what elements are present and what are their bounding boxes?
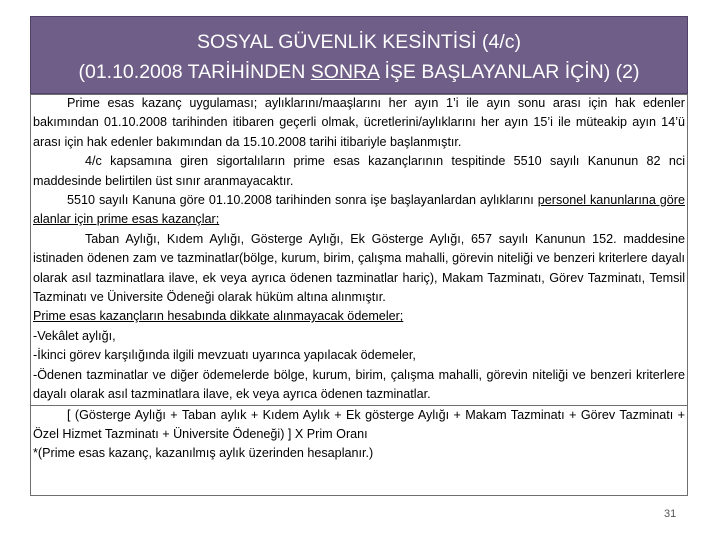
slide-title-line2 [31, 61, 687, 84]
excluded-item: -Vekâlet aylığı, [33, 328, 116, 343]
excluded-item: -İkinci görev karşılığında ilgili mevzuatı uyarınca yapılacak ödemeler, [33, 348, 416, 363]
paragraph-prime-basis: Prime esas kazanç uygulaması; aylıklarını/maaşlarını her ayın 1’i ile ayın sonu arası için hak edenler bakımından 01.10.2008 tarihinden itibaren geçerli olmak, ücretlerini/aylıklarını her ayın 15’i ile müteakip ayın 14’ü arası için hak edenler bakımından da 15.10.2008 tarihi itibariyle başlanmıştır. [33, 96, 685, 149]
personnel-laws-text: 5510 sayılı Kanuna göre 01.10.2008 tarihinden sonra işe başlayanlardan aylıklarını [67, 193, 538, 208]
footnote: *(Prime esas kazanç, kazanılmış aylık üzerinden hesaplanır.) [33, 446, 374, 461]
personnel-laws-underlined: personel kanunlarına göre alanlar için prime esas kazançlar; [33, 193, 685, 227]
paragraph-upper-limit: 4/c kapsamına giren sigortalıların prime esas kazançlarının tespitinde 5510 sayılı Kanunun 82 nci maddesinde belirtilen üst sınır aranmayacaktır. [33, 154, 685, 188]
title-line2-before: (01.10.2008 TARİHİNDEN [78, 61, 311, 83]
slide-title-line1: SOSYAL GÜVENLİK KESİNTİSİ (4/c) [196, 31, 521, 53]
excluded-item: -Ödenen tazminatlar ve diğer ödemelerde bölge, kurum, birim, çalışma mahalli, görevin niteliği ve benzeri kriterlere dayalı olarak asıl tazminatlara ilave, ek veya ayrıca ödenen tazminatlar. [33, 367, 685, 402]
page-number: 31 [664, 508, 677, 520]
paragraph-included-items: Taban Aylığı, Kıdem Aylığı, Gösterge Aylığı, Ek Gösterge Aylığı, 657 sayılı Kanunun 152. maddesine istinaden ödenen zam ve tazminatlar(bölge, kurum, birim, çalışma mahalli, görevin niteliği ve benzeri kriterlere dayalı olarak asıl tazminatlara ilave, ek veya ayrıca ödenen tazminatlar hariç), Makam Tazminatı, Görev Tazminatı, Temsil Tazminatı ve Üniversite Ödeneği olarak hüküm altına alınmıştır. [33, 231, 685, 305]
excluded-heading: Prime esas kazançların hesabında dikkate alınmayacak ödemeler; [33, 309, 404, 324]
content-text [33, 94, 685, 464]
paragraph-personnel-laws [33, 191, 685, 230]
title-line2-after: İŞE BAŞLAYANLAR İÇİN) (2) [379, 61, 640, 83]
prime-formula: [ (Gösterge Aylığı + Taban aylık + Kıdem Aylık + Ek gösterge Aylığı + Makam Tazminatı + Görev Tazminatı + Özel Hizmet Tazminatı + Üniversite Ödeneği) ] X Prim Oranı [33, 407, 685, 441]
formula-block [30, 405, 688, 464]
slide-title-box [30, 16, 688, 94]
title-line2-underlined: SONRA [310, 61, 380, 83]
